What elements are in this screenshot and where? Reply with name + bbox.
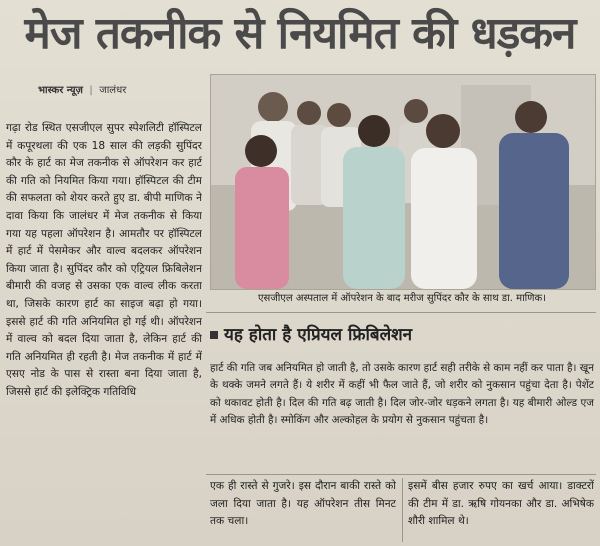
column-divider [402, 478, 403, 542]
box-body-text: हार्ट की गति जब अनियमित हो जाती है, तो उसके कारण हार्ट सही तरीके से काम नहीं कर पाता है। खून के थक्के जमने लगते हैं। ये शरीर में कहीं भी फैल जाते हैं, जो शरीर को नुकसान पहुंचा देता है। पेशेंट को थकावट होती है। दिल की गति बढ़ जाती है। दिल जोर-जोर धड़कने लगता है। यह बीमारी ओल्ड एज में अधिक होती है। स्मोकिंग और अल्कोहल के प्रयोग से नुकसान पहुंचता है। [210, 362, 594, 427]
photo-caption: एसजीएल अस्पताल में ऑपरेशन के बाद मरीज सुपिंदर कौर के साथ डा. माणिक। [258, 293, 546, 304]
byline-separator: | [89, 85, 93, 96]
article-body-left: गढ़ा रोड स्थित एसजीएल सुपर स्पेशलिटी हॉस्पिटल में कपूरथला की एक 18 साल की लड़की सुपिंदर कौर के हार्ट का मेज तकनीक से ऑपरेशन कर हार्ट की गति को नियमित किया गया। हॉस्पिटल की टीम की सफलता को शेयर करते हुए डा. बीपी माणिक ने दावा किया कि जालंधर में मेज तकनीक से किया गया यह पहला ऑपरेशन है। आमतौर पर हॉस्पिटल में हार्ट में पेसमेकर और वाल्व बदलकर ऑपरेशन किया जाता है। सुपिंदर कौर को एट्रियल फ्रिबिलेशन बीमारी की वजह से उसका एक वाल्व लीक करता था, जिसके कारण हार्ट का साइज बढ़ा हो गया। इससे हार्ट की गति अनियमित हो गई थी। ऑपरेशन में वाल्व को बदल दिया जाता है, लेकिन हार्ट की गति अनियमित ही रहती है। मेज तकनीक में हार्ट में एसए नोड के पास से रास्ता बना दिया जाता है, जिससे हार्ट की इलेक्ट्रिक गतिविधि [6, 122, 202, 398]
section-divider [206, 312, 596, 313]
byline [38, 82, 126, 98]
group-photo-illustration [211, 75, 595, 289]
headline: मेज तकनीक से नियमित की धड़कन [24, 8, 576, 59]
article-body-right: इसमें बीस हजार रुपए का खर्च आया। डाक्टरों की टीम में डा. ऋषि गोयनका और डा. अभिषेक शौरी शामिल थे। [408, 480, 594, 528]
box-subheading-text: यह होता है एप्रियल फ्रिबिलेशन [224, 325, 413, 345]
bullet-square-icon [210, 331, 218, 339]
byline-source: भास्कर न्यूज़ [38, 85, 83, 96]
news-photo [210, 74, 596, 290]
article-body-middle: एक ही रास्ते से गुजरे। इस दौरान बाकी रास्ते को जला दिया जाता है। यह ऑपरेशन तीस मिनट तक चला। [210, 480, 396, 528]
box-subheading [210, 322, 594, 348]
section-divider-bottom [206, 474, 596, 475]
byline-city: जालंधर [99, 85, 127, 96]
